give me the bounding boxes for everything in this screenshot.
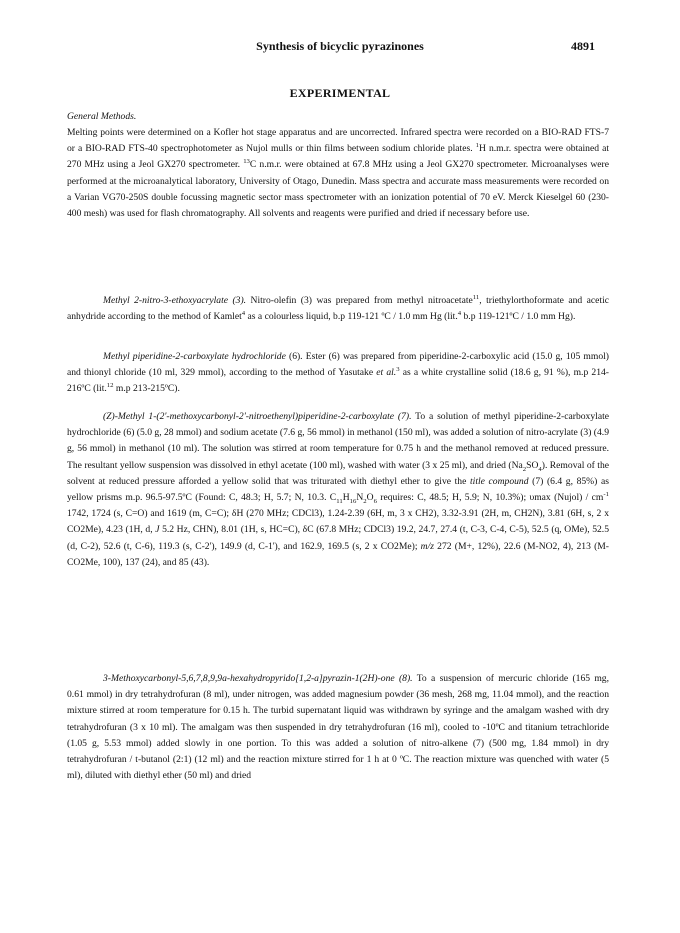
p3-sub-1: 2 — [522, 465, 527, 473]
general-methods-text-c: C n.m.r. were obtained at 67.8 MHz using a Jeol GX270 spectrometer. Microanalyses were performed at the microanalytical laboratory, University of Otago, Dunedin. Mass spectra and accurate mass measurements were recorded on a Varian VG70-250S double focussing magnetic sector mass spectrometer with an ionization potential of 70 eV. Merck Kieselgel 60 (230-400 mesh) was used for flash chromatography. All solvents and reagents were purified and dried if necessary before use. — [67, 159, 609, 220]
compound-7-title: (Z)-Methyl 1-(2'-methoxycarbonyl-2'-nitroethenyl)piperidine-2-carboxylate (7). — [103, 411, 412, 422]
p3-sub-2: 4 — [538, 465, 542, 473]
p2-ref-2: 12 — [106, 382, 114, 390]
paragraph-compound-7 — [67, 409, 609, 571]
p3-title-compound: title compound — [470, 475, 529, 487]
paragraph-compound-8 — [67, 671, 609, 784]
general-methods-heading-text: General Methods. — [67, 111, 137, 122]
section-heading: EXPERIMENTAL — [289, 86, 391, 100]
p3-text-7: O — [366, 492, 374, 504]
p3-j: J — [155, 524, 160, 536]
paragraph-compound-3 — [67, 293, 609, 325]
p2-text-2: as a white crystalline solid (18.6 g, 91 %), m.p 214-216ºC (lit. — [67, 367, 609, 395]
p3-text-5: H — [342, 492, 350, 504]
p1-text-4: b.p 119-121ºC / 1.0 mm Hg). — [461, 311, 576, 323]
p2-text-3: m.p 213-215ºC). — [113, 383, 180, 395]
p3-formula-3: 2 — [363, 497, 367, 505]
p3-text-4: (7) (6.4 g, 85%) as yellow prisms m.p. 96.5-97.5ºC (Found: C, 48.3; H, 5.7; N, 10.3. C — [67, 475, 609, 504]
sup-13c: 13 — [243, 158, 250, 166]
p3-text-6: N — [356, 492, 364, 504]
p2-text-1: (6). Ester (6) was prepared from piperidine-2-carboxylic acid (15.0 g, 105 mmol) and thionyl chloride (10 ml, 329 mmol), according to the method of Yasutake — [67, 351, 609, 379]
p3-formula-4: 6 — [373, 497, 377, 505]
general-methods-heading — [67, 109, 609, 125]
p3-formula-2: 16 — [349, 497, 357, 505]
p3-text-11: 272 (M+, 12%), 22.6 (M-NO2, 4), 213 (M-CO2Me, 100), 137 (24), and 85 (43). — [67, 540, 609, 568]
p3-text-10: 5.2 Hz, CHN), 8.01 (1H, s, HC=C), δC (67.8 MHz; CDCl3) 19.2, 24.7, 27.4 (t, C-3, C-4, C-5), 52.5 (q, OMe), 52.5 (d, C-2), 52.6 (t, C-6), 119.3 (s, C-2'), 149.9 (d, C-1'), and 162.9, 169.5 (s, 2 x CO2Me); — [67, 524, 610, 552]
sup-1h: 1 — [475, 142, 480, 150]
compound-6-title: Methyl piperidine-2-carboxylate hydrochloride — [103, 351, 286, 362]
p2-et-al: et al. — [376, 367, 397, 379]
p3-text-9: 1742, 1724 (s, C=O) and 1619 (m, C=C); δH (270 MHz; CDCl3), 1.24-2.39 (6H, m, 3 x CH2), 3.32-3.91 (2H, m, CH2N), 3.81 (6H, s, 2 x CO2Me), 4.23 (1H, d, — [67, 508, 609, 536]
compound-8-title: 3-Methoxycarbonyl-5,6,7,8,9,9a-hexahydropyrido[1,2-a]pyrazin-1(2H)-one (8). — [103, 673, 413, 684]
p3-text-1: To a solution of methyl piperidine-2-carboxylate hydrochloride (6) (5.0 g, 28 mmol) and sodium acetate (7.6 g, 56 mmol) in methanol (150 ml), was added a solution of nitro-acrylate (3) (4.9 g, 56 mmol) in methanol (10 ml). The solution was stirred at room temperature for 0.75 h and the methanol removed at reduced pressure. The resultant yellow suspension was dissolved in ethyl acetate (100 ml), washed with water (3 x 25 ml), and dried (Na — [67, 411, 609, 471]
p3-text-2: SO — [526, 459, 539, 471]
p1-text-2: , triethylorthoformate and acetic anhydride according to the method of Kamlet — [67, 295, 610, 323]
p2-ref-1: 3 — [396, 366, 400, 374]
paragraph-compound-6 — [67, 349, 609, 398]
p1-text-3: as a colourless liquid, b.p 119-121 ºC / 1.0 mm Hg (lit. — [245, 311, 458, 323]
p1-text-1: Nitro-olefin (3) was prepared from methyl nitroacetate — [246, 295, 473, 306]
page-number: 4891 — [571, 39, 595, 53]
p4-text-1: To a suspension of mercuric chloride (165 mg, 0.61 mmol) in dry tetrahydrofuran (8 ml), under nitrogen, was added magnesium powder (36 mesh, 268 mg, 11.04 mmol), and the reaction mixture stirred at room temperature for 0.15 h. The turbid supernatant liquid was withdrawn by syringe and the amalgam washed with dry tetrahydrofuran (3 x 10 ml). The amalgam was then suspended in dry tetrahydrofuran (16 ml), cooled to -10ºC and titanium tetrachloride (1.05 g, 5.53 mmol) added slowly in one portion. To this was added a solution of nitro-alkene (7) (500 mg, 1.84 mmol) in dry tetrahydrofuran / t-butanol (2:1) (12 ml) and the reaction mixture stirred for 1 h at 0 ºC. The reaction mixture was quenched with water (5 ml), diluted with diethyl ether (50 ml) and dried — [67, 673, 610, 782]
p1-ref-1: 11 — [472, 293, 480, 301]
p3-mz: m/z — [420, 540, 434, 552]
compound-3-title: Methyl 2-nitro-3-ethoxyacrylate (3). — [103, 295, 247, 306]
p3-formula-1: 11 — [336, 497, 343, 505]
p3-sup-cm: -1 — [603, 490, 609, 498]
general-methods-paragraph — [67, 125, 609, 222]
p3-text-3: ). Removal of the solvent at reduced pressure afforded a yellow solid that was triturated with diethyl ether to give the — [67, 459, 609, 487]
p1-ref-3: 4 — [457, 310, 462, 318]
p3-text-8: requires: C, 48.5; H, 5.9; N, 10.3%); υmax (Nujol) / cm — [376, 492, 604, 504]
running-header-title: Synthesis of bicyclic pyrazinones — [256, 39, 424, 53]
p1-ref-2: 4 — [241, 310, 246, 318]
general-methods-text-a: Melting points were determined on a Kofler hot stage apparatus and are uncorrected. Infrared spectra were recorded on a BIO-RAD FTS-7 or a BIO-RAD FTS-40 spectrophotometer as Nujol mulls or thin films between sodium chloride plates. — [67, 127, 609, 155]
general-methods-text-b: H n.m.r. spectra were obtained at 270 MHz using a Jeol GX270 spectrometer. — [67, 143, 609, 171]
